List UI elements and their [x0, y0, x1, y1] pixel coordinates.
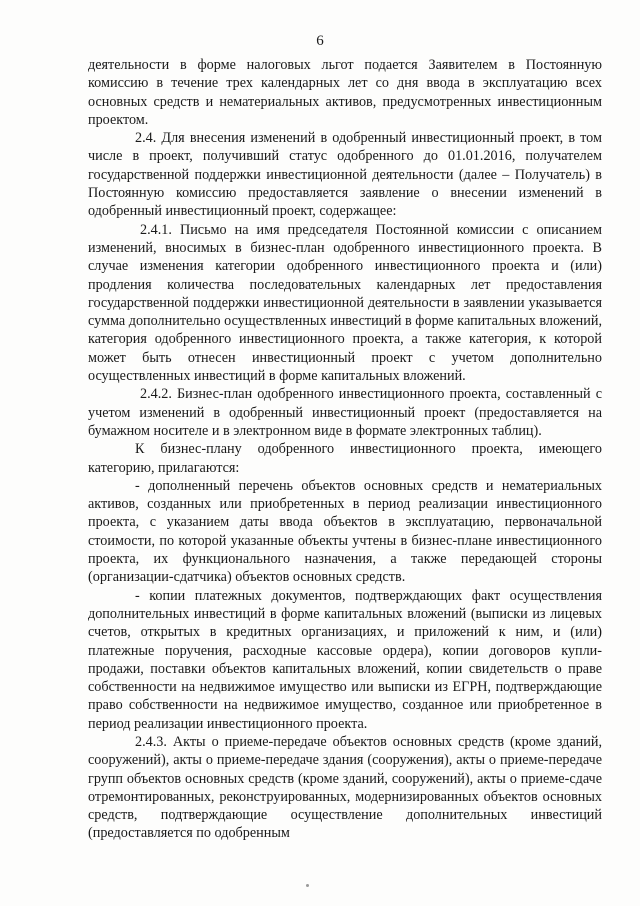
paragraph-2-4-2: 2.4.2. Бизнес-план одобренного инвестиционного проекта, составленный с учетом изменений в одобренный инвестиционный проект (предоставляется на бумажном носителе и в электронном виде в формате электронных таблиц).	[88, 386, 602, 439]
list-item-asset-register: - дополненный перечень объектов основных средств и нематериальных активов, созданных или приобретенных в период реализации инвестиционного проекта, с указанием даты ввода объектов в эксплуатацию, первоначальной стоимости, по которой указанные объекты учтены в бизнес-плане инвестиционного проекта, их функционального назначения, а также передающей стороны (организации-сдатчика) объектов основных средств.	[88, 477, 602, 586]
document-body	[88, 56, 602, 843]
paragraph-2-4: 2.4. Для внесения изменений в одобренный инвестиционный проект, в том числе в проект, получивший статус одобренного до 01.01.2016, получателем государственной поддержки инвестиционной деятельности (далее – Получатель) в Постоянную комиссию предоставляется заявление о внесении изменений в одобренный инвестиционный проект, содержащее:	[88, 130, 602, 220]
scan-speck	[306, 884, 309, 887]
paragraph-continuation: деятельности в форме налоговых льгот подается Заявителем в Постоянную комиссию в течение трех календарных лет со дня ввода в эксплуатацию всех основных средств и нематериальных активов, предусмотренных инвестиционным проектом.	[88, 57, 602, 128]
paragraph-2-4-1: 2.4.1. Письмо на имя председателя Постоянной комиссии с описанием изменений, вносимых в бизнес-план одобренного инвестиционного проекта. В случае изменения категории одобренного инвестиционного проекта и (или) продления количества последовательных календарных лет предоставления государственной поддержки инвестиционной деятельности в заявлении указывается сумма дополнительно осуществленных инвестиций в форме капитальных вложений, категория одобренного инвестиционного проекта, а также категория, к которой может быть отнесен инвестиционный проект с учетом дополнительно осуществленных инвестиций в форме капитальных вложений.	[88, 221, 602, 385]
paragraph-2-4-3: 2.4.3. Акты о приеме-передаче объектов основных средств (кроме зданий, сооружений), акты о приеме-передаче здания (сооружения), акты о приеме-передаче групп объектов основных средств (кроме зданий, сооружений), акты о приеме-сдаче отремонтированных, реконструированных, модернизированных объектов основных средств, подтверждающие осуществление дополнительных инвестиций (предоставляется по одобренным	[88, 733, 602, 842]
paragraph-business-plan-attachments: К бизнес-плану одобренного инвестиционного проекта, имеющего категорию, прилагаются:	[88, 441, 602, 476]
page-number: 6	[316, 33, 324, 49]
list-item-payment-documents: - копии платежных документов, подтверждающих факт осуществления дополнительных инвестиций в форме капитальных вложений (выписки из лицевых счетов, открытых в кредитных организациях, и приложений к ним, и (или) платежные поручения, расходные кассовые ордера), копии договоров купли-продажи, поставки объектов капитальных вложений, копии свидетельств о праве собственности на недвижимое имущество или выписки из ЕГРН, подтверждающие право собственности на недвижимое имущество, созданное или приобретенное в период реализации инвестиционного проекта.	[88, 587, 602, 732]
